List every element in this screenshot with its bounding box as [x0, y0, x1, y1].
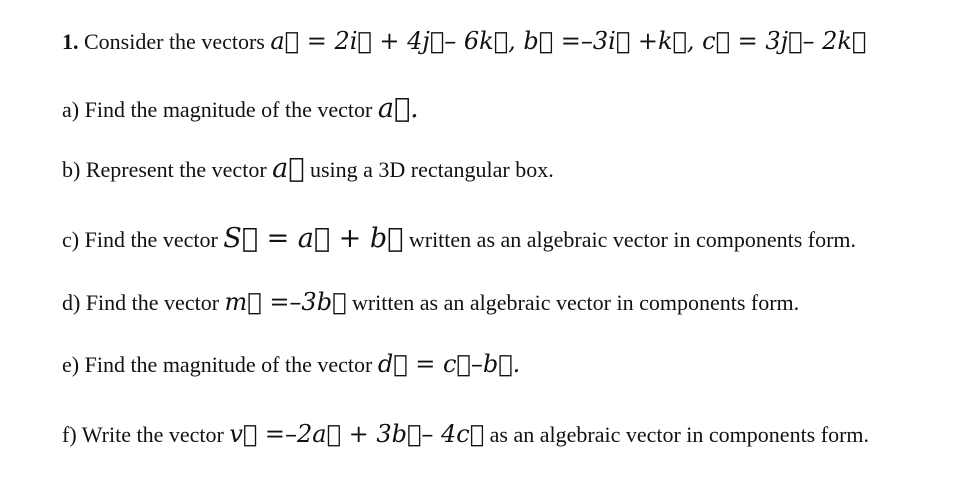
part-a-text: a) Find the magnitude of the vector: [62, 97, 378, 122]
part-f-math: v⃗ =–2a⃗ + 3b⃗– 4c⃗: [229, 420, 485, 448]
vectors-definition: a⃗ = 2i⃗ + 4j⃗– 6k⃗, b⃗ =–3i⃗ +k⃗, c⃗ = 3j⃗– 2k⃗: [270, 27, 867, 55]
question-number: 1.: [62, 29, 79, 54]
part-d-text: d) Find the vector: [62, 290, 225, 315]
part-c-text: c) Find the vector: [62, 227, 224, 252]
part-b: [62, 155, 554, 182]
question-intro: Consider the vectors: [78, 29, 271, 54]
part-b-math: a⃗: [272, 153, 305, 184]
part-e-text: e) Find the magnitude of the vector: [62, 352, 378, 377]
part-a: [62, 95, 419, 122]
question-header: [62, 29, 866, 53]
part-f-tail: as an algebraic vector in components form.: [484, 422, 870, 447]
part-d: [62, 290, 799, 314]
part-c-math: S⃗ = a⃗ + b⃗: [223, 223, 404, 254]
part-d-tail: written as an algebraic vector in components form.: [346, 290, 800, 315]
part-c: [62, 225, 856, 252]
part-c-tail: written as an algebraic vector in components form.: [403, 227, 857, 252]
part-d-math: m⃗ =–3b⃗: [224, 288, 347, 316]
part-b-tail: using a 3D rectangular box.: [304, 157, 554, 182]
part-f: [62, 422, 869, 446]
part-e-math: d⃗ = c⃗–b⃗.: [377, 350, 521, 378]
part-e: [62, 352, 520, 376]
part-f-text: f) Write the vector: [62, 422, 230, 447]
part-b-text: b) Represent the vector: [62, 157, 273, 182]
part-a-math: a⃗.: [377, 93, 419, 124]
